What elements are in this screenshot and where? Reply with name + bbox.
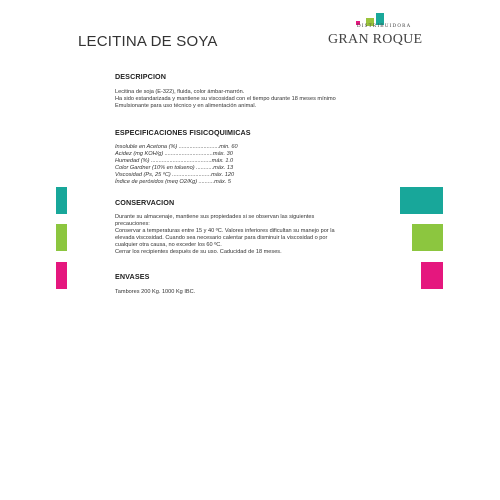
logo-big-text: GRAN ROQUE bbox=[328, 32, 423, 47]
right-teal-block bbox=[400, 187, 443, 214]
spec-line: Color Gardner (10% en tolueno) ...........máx. 13 bbox=[115, 165, 234, 171]
descripcion-line: Lecitina de soja (E-322), fluida, color ámbar-marrón. bbox=[115, 89, 245, 95]
descripcion-line: Emulsionante para uso técnico y en alimentación animal. bbox=[115, 103, 257, 109]
especificaciones-section bbox=[115, 128, 251, 186]
descripcion-heading: DESCRIPCION bbox=[115, 72, 167, 81]
envases-line: Tambores 200 Kg. 1000 Kg IBC. bbox=[115, 289, 196, 295]
conservacion-line: Conservar a temperaturas entre 15 y 40 ºC. Valores inferiores dificultan su manejo por la bbox=[115, 228, 335, 234]
right-green-block bbox=[412, 224, 443, 251]
left-green-block bbox=[56, 224, 67, 251]
descripcion-line: Ha sido estandarizada y mantiene su viscosidad con el tiempo durante 18 meses mínimo bbox=[115, 96, 336, 102]
envases-heading: ENVASES bbox=[115, 272, 150, 281]
especificaciones-heading: ESPECIFICACIONES FISICOQUIMICAS bbox=[115, 128, 251, 137]
conservacion-line: precauciones: bbox=[115, 221, 150, 227]
spec-line: Viscosidad (Ps, 25 ºC) .........................máx. 120 bbox=[115, 172, 235, 178]
conservacion-heading: CONSERVACION bbox=[115, 198, 175, 207]
conservacion-line: Durante su almacenaje, mantiene sus propiedades si se observan las siguientes bbox=[115, 214, 315, 220]
company-logo bbox=[328, 12, 423, 52]
logo-small-text: DISTRIBUIDORA bbox=[357, 24, 412, 29]
spec-line: Índice de peróxidos (meq O2/Kg) ..........máx. 5 bbox=[115, 179, 231, 185]
conservacion-line: cualquier otra causa, no exceder los 60 ºC. bbox=[115, 242, 222, 248]
conservacion-line: elevada viscosidad. Cuando sea necesario calentar para disminuir la viscosidad o por bbox=[115, 235, 328, 241]
left-magenta-block bbox=[56, 262, 67, 289]
page-title: LECITINA DE SOYA bbox=[78, 33, 218, 50]
descripcion-section bbox=[115, 72, 336, 110]
spec-line: Acidez (mg KOH/g) ...............................máx. 30 bbox=[115, 151, 233, 157]
spec-line: Insoluble en Acetona (%) ..........................min. 60 bbox=[115, 144, 238, 150]
envases-section bbox=[115, 272, 195, 296]
right-magenta-block bbox=[421, 262, 443, 289]
left-teal-block bbox=[56, 187, 67, 214]
conservacion-line: Cerrar los recipientes después de su uso. Caducidad de 18 meses. bbox=[115, 249, 282, 255]
spec-line: Humedad (%) .......................................máx. 1.0 bbox=[115, 158, 234, 164]
conservacion-section bbox=[115, 198, 335, 256]
